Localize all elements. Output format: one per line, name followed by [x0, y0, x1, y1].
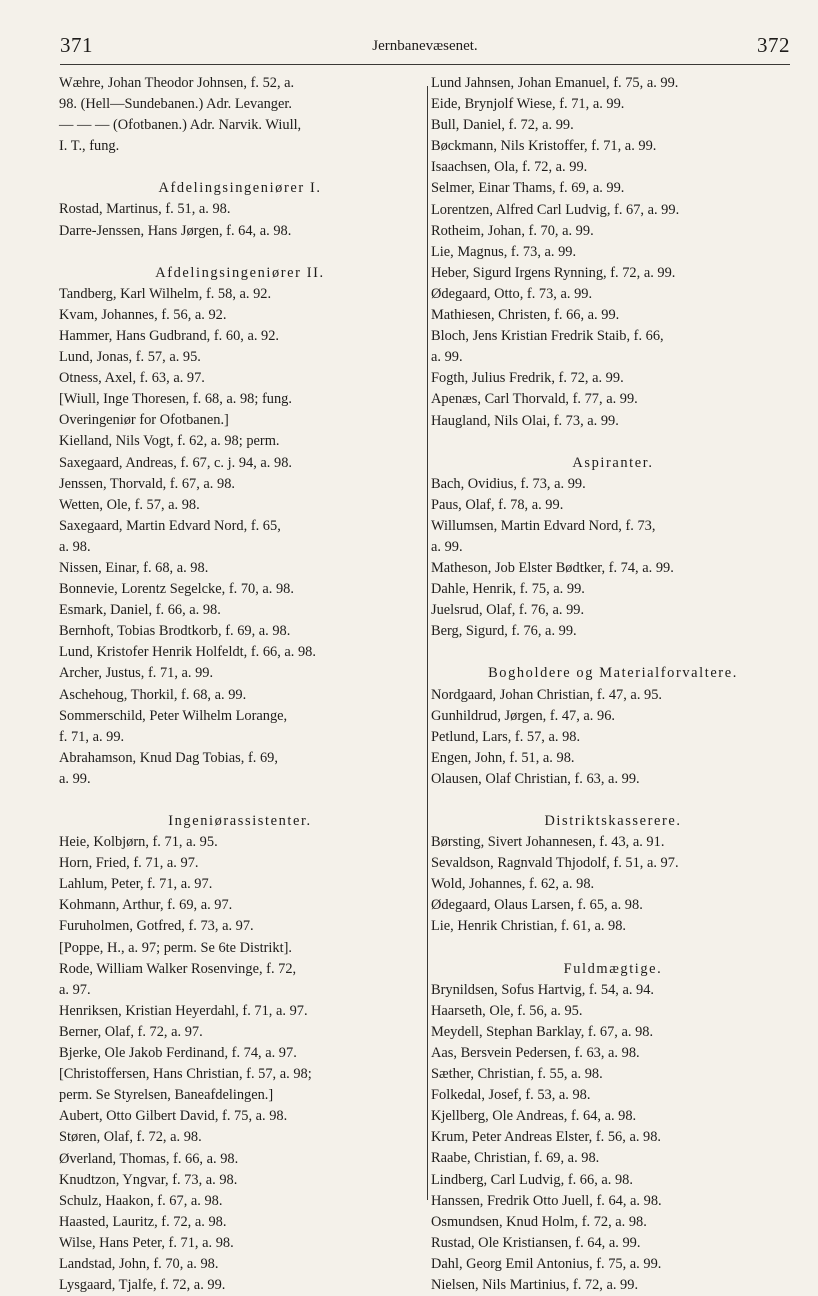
entry-line: Sæther, Christian, f. 55, a. 98. — [431, 1066, 603, 1083]
entry-line: Kjellberg, Ole Andreas, f. 64, a. 98. — [431, 1108, 637, 1125]
entry-line: Bach, Ovidius, f. 73, a. 99. — [431, 475, 586, 492]
entry-line: Lahlum, Peter, f. 71, a. 97. — [59, 876, 213, 893]
section-gap — [60, 157, 420, 178]
page-number-right: 372 — [757, 33, 790, 57]
entry-line: Eide, Brynjolf Wiese, f. 71, a. 99. — [431, 96, 625, 113]
entry-line: Wold, Johannes, f. 62, a. 98. — [431, 876, 595, 893]
entry-line: Wilse, Hans Peter, f. 71, a. 98. — [59, 1234, 234, 1251]
entry-line: Isaachsen, Ola, f. 72, a. 99. — [431, 159, 588, 176]
entry-line: Lie, Henrik Christian, f. 61, a. 98. — [431, 918, 627, 935]
entry-line: Jenssen, Thorvald, f. 67, a. 98. — [59, 475, 235, 492]
entry-line: Sommerschild, Peter Wilhelm Lorange, — [59, 707, 288, 724]
entry-line: Lindberg, Carl Ludvig, f. 66, a. 98. — [431, 1171, 633, 1188]
entry-line: Engen, John, f. 51, a. 98. — [431, 749, 575, 766]
entry-line: Juelsrud, Olaf, f. 76, a. 99. — [431, 602, 585, 619]
entry-line: Meydell, Stephan Barklay, f. 67, a. 98. — [431, 1023, 654, 1040]
entry-line: Krum, Peter Andreas Elster, f. 56, a. 98. — [431, 1129, 662, 1146]
entry-line: Berner, Olaf, f. 72, a. 97. — [59, 1023, 203, 1040]
entry-line: Matheson, Job Elster Bødtker, f. 74, a. 99. — [431, 560, 674, 577]
entry-line: Bloch, Jens Kristian Fredrik Staib, f. 66, — [431, 328, 664, 345]
entry-line: Horn, Fried, f. 71, a. 97. — [59, 855, 199, 872]
running-title: Jernbanevæsenet. — [372, 38, 478, 54]
entry-line: I. T., fung. — [59, 138, 120, 155]
entry-line: Nordgaard, Johan Christian, f. 47, a. 95. — [431, 686, 663, 703]
entry-line: Lie, Magnus, f. 73, a. 99. — [431, 243, 577, 260]
entry-line: Dahl, Georg Emil Antonius, f. 75, a. 99. — [431, 1255, 662, 1272]
section-heading: Ingeniørassistenter. — [168, 813, 312, 829]
entry-line: a. 99. — [431, 349, 463, 366]
page-number-left: 371 — [60, 33, 93, 57]
entry-line: Kvam, Johannes, f. 56, a. 92. — [59, 306, 227, 323]
entry-line: Rotheim, Johan, f. 70, a. 99. — [431, 222, 594, 239]
entry-line: [Wiull, Inge Thoresen, f. 68, a. 98; fung. — [59, 391, 292, 408]
entry-line: Gunhildrud, Jørgen, f. 47, a. 96. — [431, 707, 615, 724]
entry-line: Rostad, Martinus, f. 51, a. 98. — [59, 201, 231, 218]
entry-line: Hanssen, Fredrik Otto Juell, f. 64, a. 98. — [431, 1192, 662, 1209]
section-heading: Afdelingsingeniører II. — [155, 264, 325, 281]
entry-line: Apenæs, Carl Thorvald, f. 77, a. 99. — [431, 391, 638, 408]
entry-line: Lorentzen, Alfred Carl Ludvig, f. 67, a. 99. — [431, 201, 680, 218]
entry-line: Saxegaard, Andreas, f. 67, c. j. 94, a. 98. — [59, 454, 292, 471]
entry-line: Dahle, Henrik, f. 75, a. 99. — [431, 581, 585, 598]
entry-line: Esmark, Daniel, f. 66, a. 98. — [59, 602, 221, 619]
section-gap — [60, 790, 420, 811]
entry-line: Bull, Daniel, f. 72, a. 99. — [431, 117, 574, 134]
entry-line: Støren, Olaf, f. 72, a. 98. — [59, 1129, 202, 1146]
entry-line: Paus, Olaf, f. 78, a. 99. — [431, 496, 564, 513]
entry-line: Knudtzon, Yngvar, f. 73, a. 98. — [59, 1171, 238, 1188]
entry-line: Ødegaard, Otto, f. 73, a. 99. — [431, 285, 593, 302]
entry-line: Henriksen, Kristian Heyerdahl, f. 71, a. 97. — [59, 1002, 308, 1019]
right-column — [432, 73, 794, 1296]
entry-line: f. 71, a. 99. — [59, 728, 125, 745]
entry-line: a. 97. — [59, 981, 91, 998]
entry-line: Nielsen, Nils Martinius, f. 72, a. 99. — [431, 1276, 639, 1293]
section-gap — [432, 432, 794, 453]
entry-line: Aschehoug, Thorkil, f. 68, a. 99. — [59, 686, 247, 703]
entry-line: a. 99. — [59, 770, 91, 787]
entry-line: a. 98. — [59, 538, 91, 555]
entry-line: Nissen, Einar, f. 68, a. 98. — [59, 559, 209, 576]
entry-line: Overingeniør for Ofotbanen.] — [59, 412, 229, 429]
entry-line: Mathiesen, Christen, f. 66, a. 99. — [431, 307, 620, 324]
section-heading: Aspiranter. — [572, 454, 654, 471]
section-heading: Distriktskasserere. — [544, 813, 682, 829]
entry-line: Haugland, Nils Olai, f. 73, a. 99. — [431, 412, 619, 429]
entry-line: Ødegaard, Olaus Larsen, f. 65, a. 98. — [431, 897, 643, 914]
entry-line: Abrahamson, Knud Dag Tobias, f. 69, — [59, 749, 278, 766]
entry-line: Saxegaard, Martin Edvard Nord, f. 65, — [59, 517, 281, 534]
entry-line: Hammer, Hans Gudbrand, f. 60, a. 92. — [59, 327, 280, 344]
entry-line: Osmundsen, Knud Holm, f. 72, a. 98. — [431, 1213, 647, 1230]
entry-line: Lysgaard, Tjalfe, f. 72, a. 99. — [59, 1277, 226, 1294]
section-heading: Bogholdere og Materialforvaltere. — [488, 665, 738, 682]
section-gap — [60, 242, 420, 263]
section-gap — [432, 642, 794, 663]
entry-line: Fogth, Julius Fredrik, f. 72, a. 99. — [431, 370, 624, 387]
entry-line: Rustad, Ole Kristiansen, f. 64, a. 99. — [431, 1234, 641, 1251]
entry-line: Furuholmen, Gotfred, f. 73, a. 97. — [59, 918, 254, 935]
entry-line: Haasted, Lauritz, f. 72, a. 98. — [59, 1213, 227, 1230]
entry-line: perm. Se Styrelsen, Baneafdelingen.] — [59, 1087, 274, 1104]
entry-line: Archer, Justus, f. 71, a. 99. — [59, 665, 214, 682]
entry-line: Tandberg, Karl Wilhelm, f. 58, a. 92. — [59, 285, 272, 302]
entry-line: Bernhoft, Tobias Brodtkorb, f. 69, a. 98. — [59, 623, 291, 640]
entry-line: Øverland, Thomas, f. 66, a. 98. — [59, 1150, 239, 1167]
entry-line: Olausen, Olaf Christian, f. 63, a. 99. — [431, 770, 640, 787]
entry-line: Raabe, Christian, f. 69, a. 98. — [431, 1150, 600, 1167]
page-header — [60, 30, 790, 65]
entry-line: Folkedal, Josef, f. 53, a. 98. — [431, 1087, 591, 1104]
entry-line: Selmer, Einar Thams, f. 69, a. 99. — [431, 180, 625, 197]
entry-line: Bjerke, Ole Jakob Ferdinand, f. 74, a. 97. — [59, 1045, 297, 1062]
entry-line: Heie, Kolbjørn, f. 71, a. 95. — [59, 834, 218, 851]
entry-line: Haarseth, Ole, f. 56, a. 95. — [431, 1002, 583, 1019]
entry-line: [Poppe, H., a. 97; perm. Se 6te Distrikt]. — [59, 939, 293, 956]
entry-line: Schulz, Haakon, f. 67, a. 98. — [59, 1192, 223, 1209]
entry-line: Kohmann, Arthur, f. 69, a. 97. — [59, 897, 233, 914]
entry-line: Sevaldson, Ragnvald Thjodolf, f. 51, a. 97. — [431, 855, 679, 872]
section-gap — [432, 790, 794, 811]
entry-line: Lund Jahnsen, Johan Emanuel, f. 75, a. 99. — [431, 75, 679, 91]
column-divider — [427, 86, 428, 1200]
entry-line: Berg, Sigurd, f. 76, a. 99. — [431, 623, 577, 640]
left-column — [60, 73, 420, 1296]
entry-line: — — — (Ofotbanen.) Adr. Narvik. Wiull, — [59, 117, 302, 134]
entry-line: Darre-Jenssen, Hans Jørgen, f. 64, a. 98. — [59, 222, 292, 239]
entry-line: 98. (Hell—Sundebanen.) Adr. Levanger. — [59, 96, 292, 113]
entry-line: Bonnevie, Lorentz Segelcke, f. 70, a. 98. — [59, 581, 294, 598]
entry-line: [Christoffersen, Hans Christian, f. 57, a. 98; — [59, 1066, 312, 1083]
entry-line: Willumsen, Martin Edvard Nord, f. 73, — [431, 517, 656, 534]
entry-line: Aas, Bersvein Pedersen, f. 63, a. 98. — [431, 1044, 640, 1061]
section-heading: Fuldmægtige. — [563, 960, 663, 977]
entry-line: Lund, Kristofer Henrik Holfeldt, f. 66, a. 98. — [59, 644, 316, 661]
entry-line: Bøckmann, Nils Kristoffer, f. 71, a. 99. — [431, 138, 657, 155]
entry-line: Kielland, Nils Vogt, f. 62, a. 98; perm. — [59, 433, 280, 450]
entry-line: Brynildsen, Sofus Hartvig, f. 54, a. 94. — [431, 981, 655, 998]
entry-line: Heber, Sigurd Irgens Rynning, f. 72, a. 99. — [431, 264, 676, 281]
entry-line: Aubert, Otto Gilbert David, f. 75, a. 98. — [59, 1108, 288, 1125]
entry-line: Landstad, John, f. 70, a. 98. — [59, 1255, 219, 1272]
section-heading: Afdelingsingeniører I. — [158, 180, 322, 197]
entry-line: Otness, Axel, f. 63, a. 97. — [59, 370, 205, 387]
entry-line: Petlund, Lars, f. 57, a. 98. — [431, 728, 581, 745]
entry-line: Rode, William Walker Rosenvinge, f. 72, — [59, 960, 297, 977]
entry-line: Wæhre, Johan Theodor Johnsen, f. 52, a. — [59, 75, 295, 91]
entry-line: a. 99. — [431, 538, 463, 555]
entry-line: Lund, Jonas, f. 57, a. 95. — [59, 349, 201, 366]
entry-line: Børsting, Sivert Johannesen, f. 43, a. 91. — [431, 834, 665, 851]
section-gap — [432, 938, 794, 959]
entry-line: Wetten, Ole, f. 57, a. 98. — [59, 496, 200, 513]
